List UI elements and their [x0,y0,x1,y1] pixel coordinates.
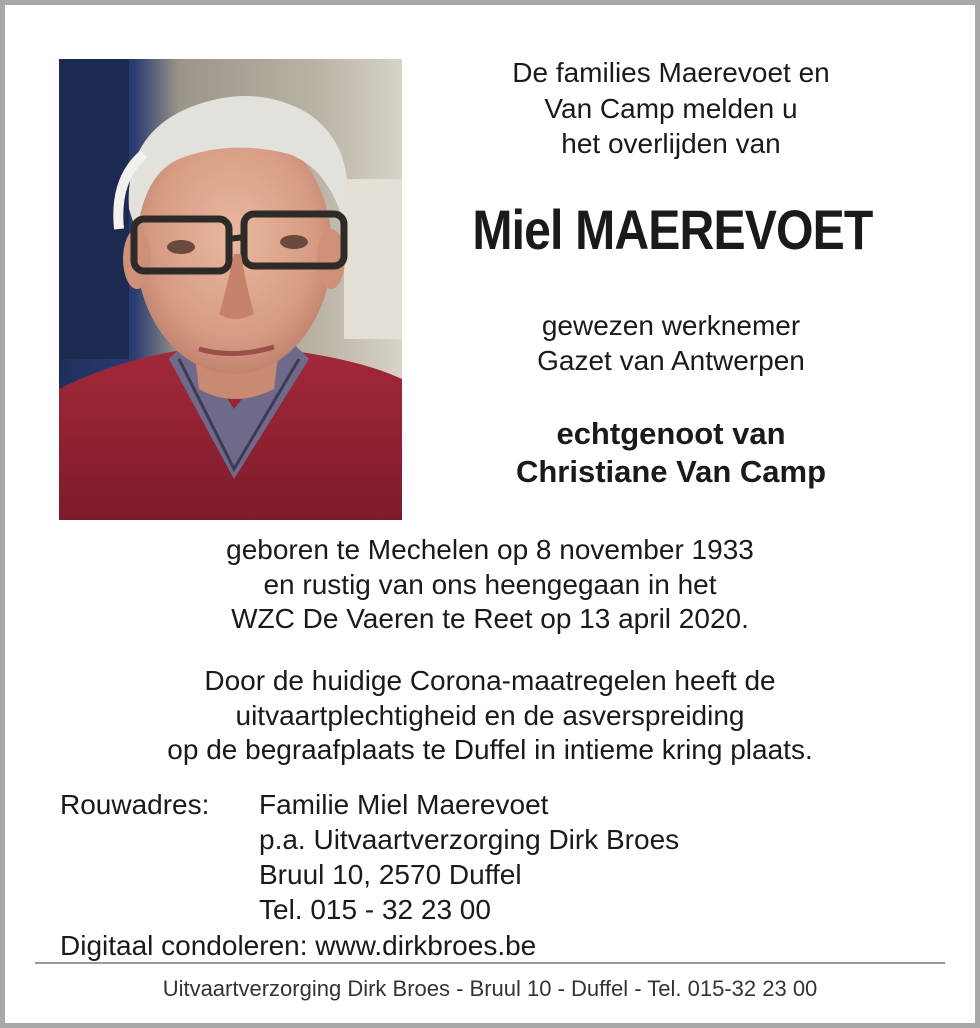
address-label: Rouwadres: [60,789,210,820]
address-line: p.a. Uitvaartverzorging Dirk Broes [259,824,680,855]
footer-info: Uitvaartverzorging Dirk Broes - Bruul 10 - Duffel - Tel. 015-32 23 00 [162,976,818,1001]
portrait-photo [59,59,402,520]
divider [35,962,945,964]
notice-line: uitvaartplechtigheid en de asverspreiding [235,699,745,731]
address-lines [259,787,679,927]
deceased-name: Miel MAEREVOET [472,198,873,261]
dates-line: en rustig van ons heengegaan in het [263,568,717,600]
spouse-line: echtgenoot van [556,416,786,451]
life-dates [0,533,980,637]
intro-line: het overlijden van [561,128,781,159]
occupation [440,308,902,378]
spouse-line: Christiane Van Camp [515,454,827,489]
corona-notice [0,664,980,768]
intro-line: Van Camp melden u [544,92,798,124]
announcement-intro [440,55,902,162]
occupation-line: gewezen werknemer [541,310,801,341]
dates-line: geboren te Mechelen op 8 november 1933 [226,534,754,565]
notice-line: Door de huidige Corona-maatregelen heeft de [204,665,776,696]
intro-line: De families Maerevoet en [512,57,830,88]
notice-line: op de begraafplaats te Duffel in intieme kring plaats. [167,734,813,765]
dates-line: WZC De Vaeren te Reet op 13 april 2020. [231,603,749,634]
address-line: Tel. 015 - 32 23 00 [259,894,491,925]
spouse [440,415,902,491]
address-line: Bruul 10, 2570 Duffel [259,859,522,890]
occupation-line: Gazet van Antwerpen [537,345,805,376]
condolence-link[interactable]: Digitaal condoleren: www.dirkbroes.be [60,930,537,961]
address-line: Familie Miel Maerevoet [259,789,549,820]
